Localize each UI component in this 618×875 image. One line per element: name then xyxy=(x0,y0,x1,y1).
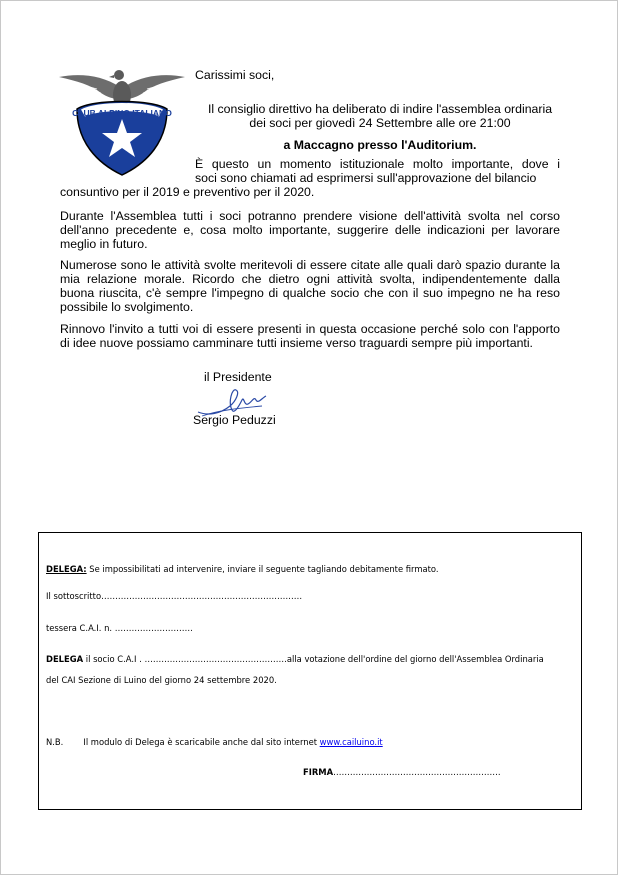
intro xyxy=(195,102,565,130)
delega-word: DELEGA xyxy=(46,654,84,664)
intro-line-2: dei soci per giovedì 24 Settembre alle ore 21:00 xyxy=(249,116,511,130)
delega-intro-text: Se impossibilitati ad intervenire, inviare il seguente tagliando debitamente firmato. xyxy=(86,564,439,574)
meeting-place: a Maccagno presso l'Auditorium. xyxy=(283,138,477,152)
firma-label: FIRMA xyxy=(303,767,334,777)
card-number-field[interactable]: tessera C.A.I. n. ………………………. xyxy=(46,623,193,633)
nb-text: Il modulo di Delega è scaricabile anche dal sito internet xyxy=(83,737,320,747)
delega-intro xyxy=(46,564,439,575)
delega-line-2: del CAI Sezione di Luino del giorno 24 settembre 2020. xyxy=(46,675,277,685)
paragraph-1-line-3: consuntivo per il 2019 e preventivo per il 2020. xyxy=(60,185,315,199)
intro-line-1: Il consiglio direttivo ha deliberato di indire l'assemblea ordinaria xyxy=(207,102,553,116)
nb-label: N.B. xyxy=(46,737,64,747)
paragraph-4: Rinnovo l'invito a tutti voi di essere presenti in questa occasione perché solo con l'apporto di idee nuove possiamo camminare tutti insieme verso traguardi sempre più importanti. xyxy=(60,322,560,350)
paragraph-2: Durante l'Assemblea tutti i soci potranno prendere visione dell'attività svolta nel corso dell'anno precedente e, cosa molto importante, suggerire delle indicazioni per lavorare meglio in futuro. xyxy=(60,209,560,251)
president-title: il Presidente xyxy=(204,370,272,384)
paragraph-3: Numerose sono le attività svolte meritevoli di essere citate alle quali darò spazio durante la mia relazione morale. Ricordo che dietro ogni attività svolta, indipendentemente dalla buona riuscita, c'è sempre l'impegno di qualche socio che con il suo impegno ne ha reso possibile lo svolgimento. xyxy=(60,258,560,314)
logo-text: CLUB ALPINO ITALIANO xyxy=(72,108,172,118)
paragraph-1-line-2: soci sono chiamati ad esprimersi sull'approvazione del bilancio xyxy=(195,171,537,185)
delega-label: DELEGA: xyxy=(46,564,87,574)
paragraph-1-line-1: È questo un momento istituzionale molto importante, dove i xyxy=(195,157,560,171)
delega-line[interactable] xyxy=(46,654,544,665)
salutation: Carissimi soci, xyxy=(195,68,275,82)
nb-note xyxy=(46,737,383,748)
firma-dots: …………………………………………………… xyxy=(333,767,501,777)
signer-name: Sergio Peduzzi xyxy=(193,413,276,427)
website-link[interactable]: www.cailuino.it xyxy=(319,737,383,747)
signature-field[interactable] xyxy=(303,767,501,778)
undersigned-field[interactable]: Il sottoscritto……………………………………………………………… xyxy=(46,591,303,601)
paragraph-1 xyxy=(60,157,560,199)
delega-line-text: il socio C.A.I . ……………………………………………alla votazione dell'ordine del giorno dell'Assemblea Ordinaria xyxy=(83,654,544,664)
